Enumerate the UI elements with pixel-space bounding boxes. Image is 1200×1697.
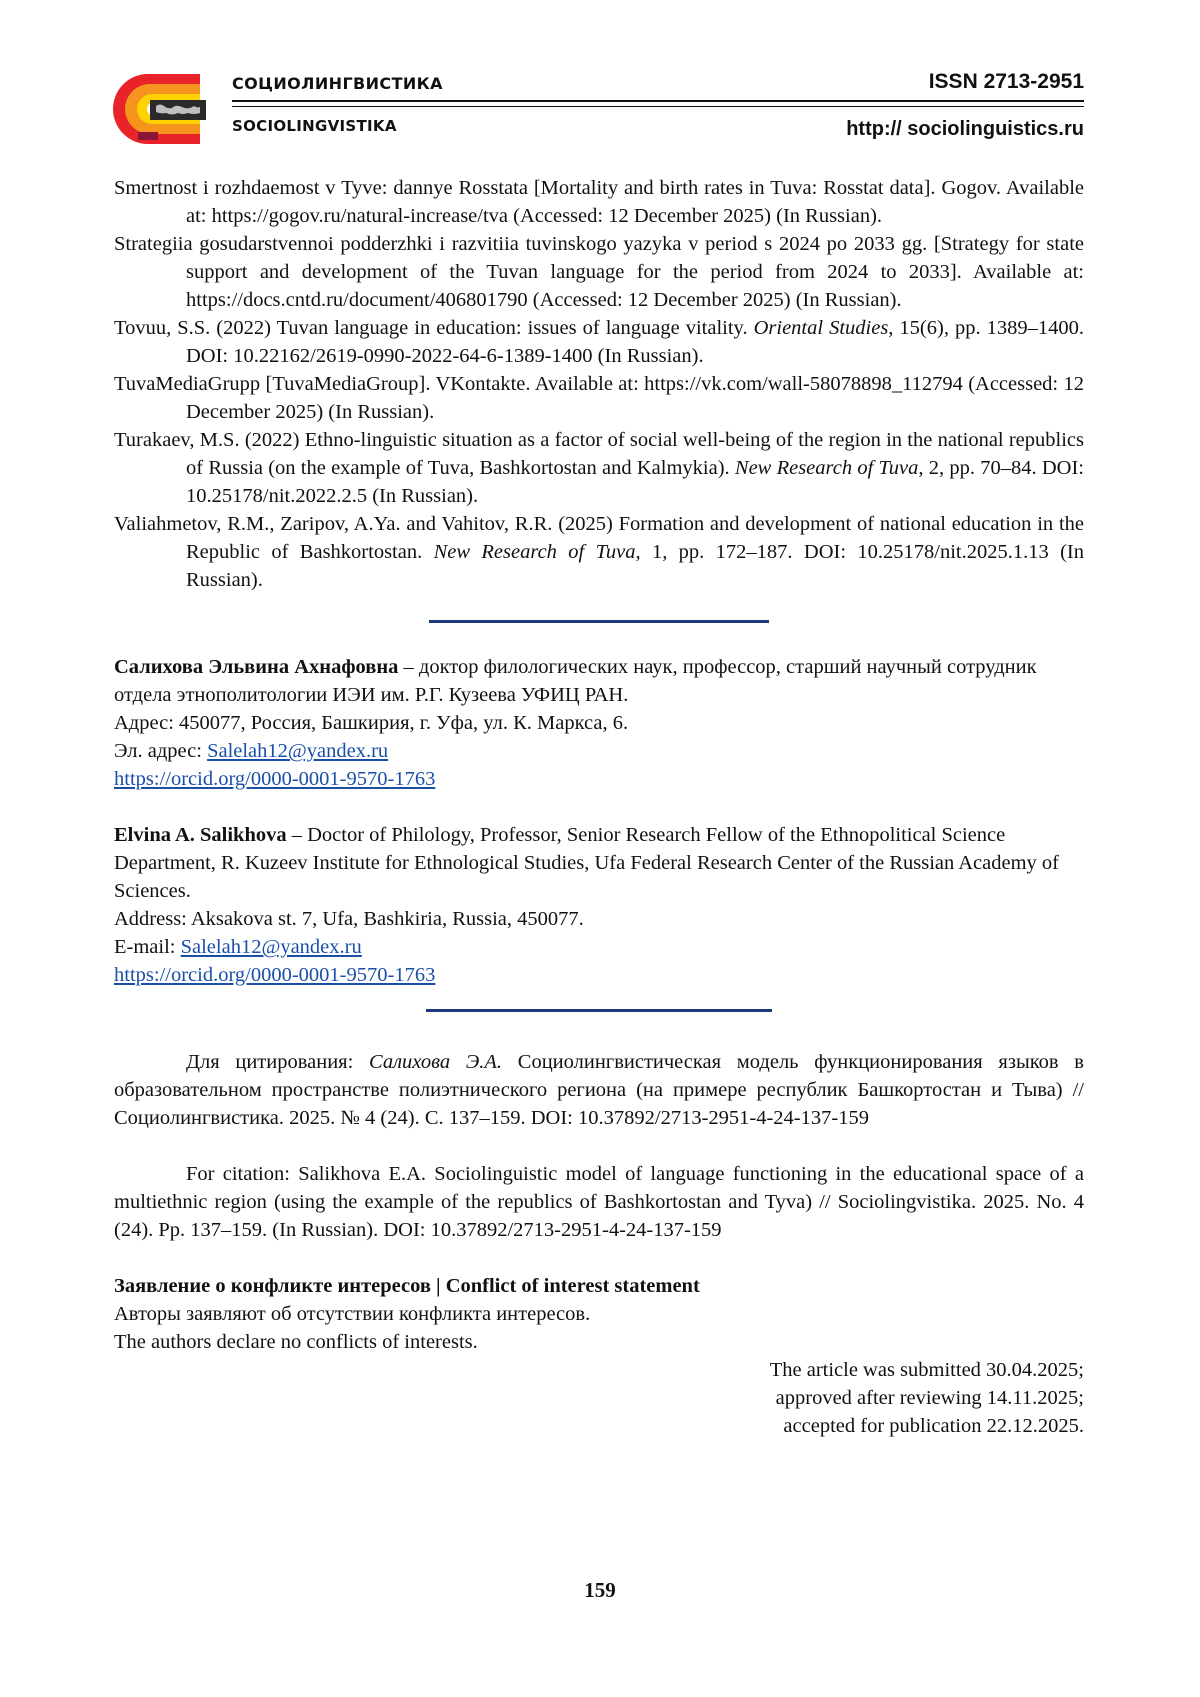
reference-item: Tovuu, S.S. (2022) Tuvan language in education: issues of language vitality. Oriental Studies, 15(6), pp. 1389–1400. DOI: 10.22162/2619-0990-2022-64-6-1389-1400 (In Russian). [114,317,1084,367]
orcid-link[interactable]: https://orcid.org/0000-0001-9570-1763 [114,964,436,986]
author-name-en: Elvina A. Salikhova [114,824,287,846]
author-info-ru [114,653,1084,793]
logo-accent [138,132,158,140]
journal-logo [110,70,216,148]
email-link[interactable]: Salelah12@yandex.ru [207,740,389,762]
reference-item: TuvaMediaGrupp [TuvaMediaGroup]. VKontakte. Available at: https://vk.com/wall-58078898_112794 (Accessed: 12 December 2025) (In Russian). [114,373,1084,423]
date-approved: approved after reviewing 14.11.2025; [775,1387,1084,1409]
orcid-link[interactable]: https://orcid.org/0000-0001-9570-1763 [114,768,436,790]
citation-ru: Для цитирования: Салихова Э.А. Социолингвистическая модель функционирования языков в образовательном пространстве полиэтнического региона (на примере республик Башкортостан и Тыва) // Социолингвистика. 2025. № 4 (24). С. 137–159. DOI: 10.37892/2713-2951-4-24-137-159 [114,1051,1084,1129]
author-orcid-en [114,961,1084,989]
author-bio-en: Elvina A. Salikhova – Doctor of Philology, Professor, Senior Research Fellow of the Ethnopolitical Science Department, R. Kuzeev Institute for Ethnological Studies, Ufa Federal Research Center of the Russian Academy of Sciences. [114,824,1060,902]
author-bio-ru: Салихова Эльвина Ахнафовна – доктор филологических наук, профессор, старший научный сотрудник отдела этнополитологии ИЭИ им. Р.Г. Кузеева УФИЦ РАН. [114,656,1037,706]
header-rule-thick [232,100,1084,102]
section-divider [426,1009,772,1012]
author-address-ru: Адрес: 450077, Россия, Башкирия, г. Уфа, ул. К. Маркса, 6. [114,712,629,734]
section-divider [429,620,769,623]
conflict-ru: Авторы заявляют об отсутствии конфликта интересов. [114,1303,591,1325]
issn: ISSN 2713-2951 [928,70,1084,93]
reference-item: Strategiia gosudarstvennoi podderzhki i razvitiia tuvinskogo yazyka v period s 2024 po 2033 gg. [Strategy for state support and development of the Tuvan language for the period from 2024 to 2033]. Available at: https://docs.cntd.ru/document/406801790 (Accessed: 12 December 2025) (In Russian). [114,233,1084,311]
author-email-en: E-mail: Salelah12@yandex.ru [114,936,362,958]
author-name-ru: Салихова Эльвина Ахнафовна [114,656,399,678]
main-content [114,174,1084,1440]
author-email-ru: Эл. адрес: Salelah12@yandex.ru [114,740,389,762]
author-address-en: Address: Aksakova st. 7, Ufa, Bashkiria, Russia, 450077. [114,908,584,930]
citation-en: For citation: Salikhova E.A. Sociolinguistic model of language functioning in the educational space of a multiethnic region (using the example of the republics of Bashkortostan and Tyva) // Sociolingvistika. 2025. No. 4 (24). Pp. 137–159. (In Russian). DOI: 10.37892/2713-2951-4-24-137-159 [114,1163,1084,1241]
journal-title-ru: СОЦИОЛИНГВИСТИКА [232,74,443,93]
reference-list [114,174,1084,594]
page-number: 159 [584,1578,616,1602]
reference-item: Turakaev, M.S. (2022) Ethno-linguistic situation as a factor of social well-being of the region in the national republics of Russia (on the example of Tuva, Bashkortostan and Kalmykia). New Research of Tuva, 2, pp. 70–84. DOI: 10.25178/nit.2022.2.5 (In Russian). [114,429,1084,507]
journal-title-en: SOCIOLINGVISTIKA [232,117,397,135]
conflict-en: The authors declare no conflicts of interests. [114,1331,478,1353]
conflict-heading: Заявление о конфликте интересов | Conflict of interest statement [114,1275,700,1297]
journal-url: http:// sociolinguistics.ru [846,118,1084,140]
reference-item: Valiahmetov, R.M., Zaripov, A.Ya. and Vahitov, R.R. (2025) Formation and development of national education in the Republic of Bashkortostan. New Research of Tuva, 1, pp. 172–187. DOI: 10.25178/nit.2025.1.13 (In Russian). [114,513,1084,591]
date-submitted: The article was submitted 30.04.2025; [769,1359,1084,1381]
date-accepted: accepted for publication 22.12.2025. [783,1415,1084,1437]
header-rule-thin [232,106,1084,107]
author-orcid-ru [114,765,1084,793]
reference-item: Smertnost i rozhdaemost v Tyve: dannye Rosstata [Mortality and birth rates in Tuva: Rosstat data]. Gogov. Available at: https://gogov.ru/natural-increase/tva (Accessed: 12 December 2025) (In Russian). [114,177,1084,227]
email-link[interactable]: Salelah12@yandex.ru [180,936,362,958]
author-info-en [114,821,1084,989]
